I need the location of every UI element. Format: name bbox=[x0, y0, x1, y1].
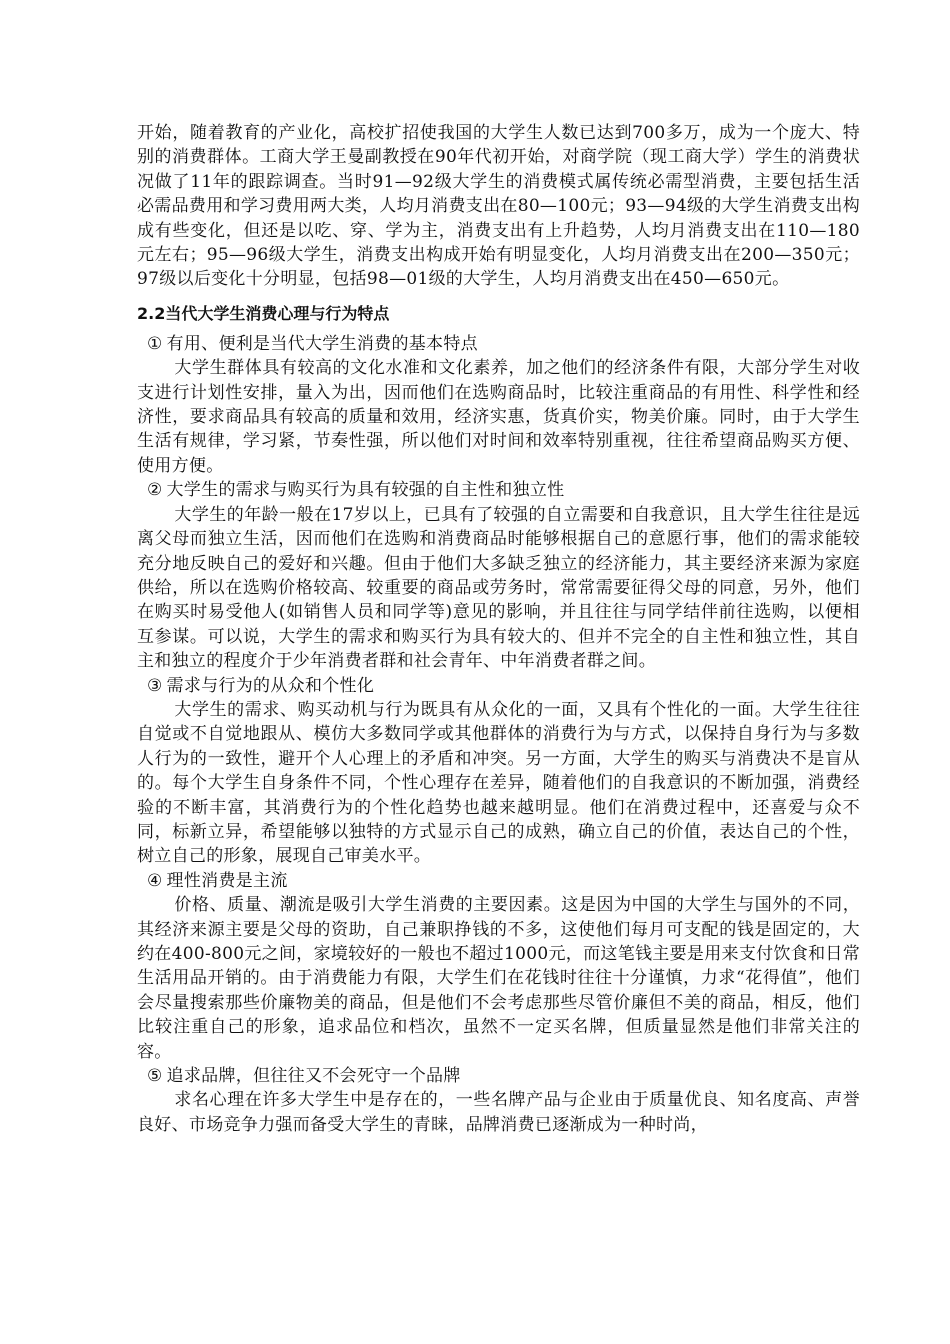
item-3-body: 大学生的需求、购买动机与行为既具有从众化的一面，又具有个性化的一面。大学生往往自觉或不自觉地跟从、模仿大多数同学或其他群体的消费行为与方式，以保持自身行为与多数人行为的一致性，避开个人心理上的矛盾和冲突。另一方面，大学生的购买与消费决不是盲从的。每个大学生自身条件不同，个性心理存在差异，随着他们的自我意识的不断加强，消费经验的不断丰富，其消费行为的个性化趋势也越来越明显。他们在消费过程中，还喜爱与众不同，标新立异，希望能够以独特的方式显示自己的成熟，确立自己的价值，表达自己的个性，树立自己的形象，展现自己审美水平。 bbox=[137, 699, 860, 867]
item-4-heading bbox=[137, 869, 860, 893]
item-1-number: ① bbox=[147, 333, 163, 354]
item-4-number: ④ bbox=[147, 870, 163, 891]
item-3-number: ③ bbox=[147, 675, 163, 696]
item-5-title: 追求品牌，但往往又不会死守一个品牌 bbox=[166, 1066, 461, 1087]
item-2-title: 大学生的需求与购买行为具有较强的自主性和独立性 bbox=[166, 480, 565, 501]
item-5-number: ⑤ bbox=[147, 1066, 163, 1087]
section-heading: 2.2当代大学生消费心理与行为特点 bbox=[137, 303, 390, 323]
item-5-heading bbox=[137, 1064, 860, 1088]
item-1 bbox=[137, 332, 860, 478]
item-5 bbox=[137, 1064, 860, 1137]
item-3-title: 需求与行为的从众和个性化 bbox=[166, 675, 375, 696]
intro-paragraph: 开始，随着教育的产业化，高校扩招使我国的大学生人数已达到700多万，成为一个庞大、特别的消费群体。工商大学王曼副教授在90年代初开始，对商学院（现工商大学）学生的消费状况做了11年的跟踪调查。当时91—92级大学生的消费模式属传统必需型消费，主要包括生活必需品费用和学习费用两大类，人均月消费支出在80—100元；93—94级的大学生消费支出构成有些变化，但还是以吃、穿、学为主，消费支出有上升趋势，人均月消费支出在110—180元左右；95—96级大学生，消费支出构成开始有明显变化，人均月消费支出在200—350元；97级以后变化十分明显，包括98—01级的大学生，人均月消费支出在450—650元。 bbox=[137, 123, 860, 290]
item-2-heading bbox=[137, 478, 860, 502]
item-4-title: 理性消费是主流 bbox=[166, 870, 288, 891]
item-3-heading bbox=[137, 674, 860, 698]
item-5-body: 求名心理在许多大学生中是存在的，一些名牌产品与企业由于质量优良、知名度高、声誉良好、市场竞争力强而备受大学生的青睐，品牌消费已逐渐成为一种时尚， bbox=[137, 1090, 860, 1135]
document-page bbox=[137, 121, 860, 1137]
item-3 bbox=[137, 674, 860, 869]
item-1-heading bbox=[137, 332, 860, 356]
item-2-number: ② bbox=[147, 480, 163, 501]
item-1-body: 大学生群体具有较高的文化水准和文化素养，加之他们的经济条件有限，大部分学生对收支进行计划性安排，量入为出，因而他们在选购商品时，比较注重商品的有用性、科学性和经济性，要求商品具有较高的质量和效用，经济实惠，货真价实，物美价廉。同时，由于大学生生活有规律，学习紧，节奏性强，所以他们对时间和效率特别重视，往往希望商品购买方便、使用方便。 bbox=[137, 358, 860, 476]
item-4-body: 价格、质量、潮流是吸引大学生消费的主要因素。这是因为中国的大学生与国外的不同，其经济来源主要是父母的资助，自己兼职挣钱的不多，这使他们每月可支配的钱是固定的，大约在400-800元之间，家境较好的一般也不超过1000元，而这笔钱主要是用来支付饮食和日常生活用品开销的。由于消费能力有限，大学生们在花钱时往往十分谨慎，力求“花得值”，他们会尽量搜索那些价廉物美的商品，但是他们不会考虑那些尽管价廉但不美的商品，相反，他们比较注重自己的形象，追求品位和档次，虽然不一定买名牌，但质量显然是他们非常关注的容。 bbox=[137, 895, 860, 1062]
item-2 bbox=[137, 478, 860, 673]
item-1-title: 有用、便利是当代大学生消费的基本特点 bbox=[166, 333, 478, 354]
item-2-body: 大学生的年龄一般在17岁以上，已具有了较强的自立需要和自我意识，且大学生往往是远离父母而独立生活，因而他们在选购和消费商品时能够根据自己的意愿行事，他们的需求能较充分地反映自己的爱好和兴趣。但由于他们大多缺乏独立的经济能力，其主要经济来源为家庭供给，所以在选购价格较高、较重要的商品或劳务时，常常需要征得父母的同意，另外，他们在购买时易受他人(如销售人员和同学等)意见的影响，并且往往与同学结伴前往选购，以便相互参谋。可以说，大学生的需求和购买行为具有较大的、但并不完全的自主性和独立性，其自主和独立的程度介于少年消费者群和社会青年、中年消费者群之间。 bbox=[137, 504, 860, 672]
item-4 bbox=[137, 869, 860, 1064]
